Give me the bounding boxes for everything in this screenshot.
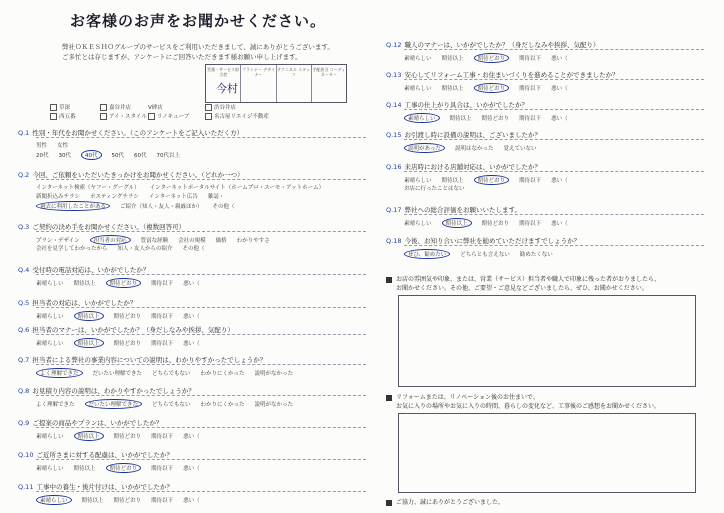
answer-option[interactable]: 期待以上 — [81, 498, 104, 504]
answer-options — [404, 83, 578, 93]
answer-option[interactable]: 20代 — [36, 153, 49, 159]
answer-options — [36, 201, 245, 211]
answer-option[interactable]: ポスティングチラシ — [90, 194, 139, 200]
divider — [36, 427, 366, 428]
question-number: Q.17 — [386, 206, 402, 214]
question-number: Q.16 — [386, 163, 402, 171]
answer-option[interactable]: 新聞折込みチラシ — [36, 194, 81, 200]
answer-option[interactable]: 悪い（ — [183, 466, 200, 472]
answer-option[interactable]: 期待以上 — [74, 431, 104, 441]
answer-option[interactable]: 期待どおり — [113, 498, 142, 504]
answer-option[interactable]: 説明がなかった — [254, 402, 294, 408]
question-number: Q.6 — [18, 326, 30, 334]
answer-options — [36, 431, 210, 441]
stamp-col: プランナー デザイナー — [240, 65, 275, 102]
answer-option[interactable]: インターネットポータルサイト（ホームプロ・スーモ・アットホーム） — [149, 185, 325, 191]
answer-option[interactable]: 雑誌・ — [207, 194, 225, 200]
stamp-col: 営業・サービス担当者 — [207, 67, 240, 77]
store-option[interactable]: 草深 — [50, 103, 70, 111]
question-text — [386, 40, 599, 49]
answer-option[interactable]: 期待どおり — [106, 463, 142, 473]
answer-option[interactable]: 勧めたくない — [519, 252, 553, 258]
answer-option[interactable]: ぜひ、勧めたい — [404, 249, 450, 259]
answer-option[interactable]: 悪い（ — [551, 178, 568, 184]
answer-option[interactable]: 期待以下 — [151, 434, 174, 440]
answer-options — [36, 183, 334, 191]
answer-option[interactable]: どちらとも言えない — [460, 252, 510, 258]
answer-option[interactable]: 素晴らしい — [36, 314, 64, 320]
answer-option[interactable]: 素晴らしい — [404, 113, 440, 123]
answer-option[interactable]: 期待以上 — [442, 218, 472, 228]
store-option[interactable]: アイ・スタイル — [100, 112, 147, 120]
feedback-textbox-2[interactable] — [398, 413, 696, 493]
question-number: Q.8 — [18, 387, 30, 395]
answer-option[interactable]: 悪い（ — [183, 434, 200, 440]
answer-option[interactable]: 期待以下 — [151, 341, 174, 347]
answer-option[interactable]: 知人・友人からの紹介 — [117, 246, 173, 252]
feedback-question-1: お店の雰囲気や印象、または、営業（サービス）担当者や職人で印象に残った者がおりましたら、 お聞かせください。その他、ご要望・ご意見などございましたら、ぜひ、お聞かせください。 — [386, 275, 686, 293]
store-option[interactable]: リノキューブ — [148, 112, 189, 120]
question-number: Q.7 — [18, 356, 30, 364]
question-label: 今後、お知り合いに弊社を勧めていただけますでしょうか？ — [404, 237, 581, 245]
stamp-col: テクニカル スタッフ — [276, 65, 311, 102]
question-label: ご契約の決め手をお聞かせください。（複数回答可） — [32, 223, 186, 231]
answer-option[interactable]: その他（ — [182, 246, 205, 252]
question-label: 職人のマナーは、いかがでしたか？（身だしなみや挨拶、気配り） — [404, 41, 600, 49]
intro-text — [62, 42, 334, 62]
answer-option[interactable]: 期待以下 — [519, 116, 542, 122]
question-text — [18, 450, 173, 459]
answer-option[interactable]: だいたい理解できた — [85, 399, 143, 409]
answer-option[interactable]: 悪い（ — [551, 56, 568, 62]
answer-option[interactable]: 悪い（ — [551, 86, 568, 92]
divider — [404, 139, 704, 140]
question-number: Q.10 — [18, 451, 34, 459]
answer-option[interactable]: 素晴らしい — [404, 178, 432, 184]
store-option[interactable]: 西五番 — [50, 112, 76, 120]
intro-line-2: ご多忙とは存じますが、アンケートにご回答いただきます様お願い申し上げます。 — [62, 53, 302, 61]
question-text — [386, 130, 541, 139]
question-label: お引渡し時に設備の説明は、ございましたか？ — [404, 131, 541, 139]
answer-option[interactable]: 豊富な経験 — [140, 238, 169, 244]
answer-options — [404, 184, 475, 192]
divider — [404, 171, 704, 172]
answer-option[interactable]: 会社を見学してわかったから — [36, 246, 108, 252]
answer-options — [404, 143, 546, 153]
store-option[interactable]: 嘉谷井店 — [100, 103, 131, 111]
question-label: 担当者による弊社の事業内容についての説明は、わかりやすかったでしょうか？ — [32, 356, 267, 364]
question-label: 工事の仕上がり具合は、いかがでしたか？ — [404, 101, 528, 109]
answer-option[interactable]: 期待どおり — [474, 83, 510, 93]
answer-option[interactable]: 担当者の対応 — [90, 235, 131, 245]
answer-option[interactable]: 会社の規模 — [178, 238, 206, 244]
answer-option[interactable]: 60代 — [134, 153, 147, 159]
question-text — [18, 418, 162, 427]
answer-option[interactable]: 期待どおり — [481, 221, 510, 227]
answer-option[interactable]: 期待以上 — [449, 116, 472, 122]
divider — [404, 49, 704, 50]
divider — [404, 79, 704, 80]
divider — [404, 109, 704, 110]
question-number: Q.18 — [386, 237, 402, 245]
checkbox-icon — [148, 113, 155, 120]
question-label: 性別・年代をお聞かせください。（このアンケートをご記入いただく方） — [32, 129, 244, 137]
answer-option[interactable]: 期待どおり — [113, 314, 142, 320]
question-number: Q.11 — [18, 483, 34, 491]
divider — [36, 491, 366, 492]
question-label: ご近所さまに対する配慮は、いかがでしたか？ — [36, 451, 173, 459]
answer-option[interactable]: 期待以上 — [74, 311, 104, 321]
divider — [36, 334, 366, 335]
question-number: Q.9 — [18, 419, 30, 427]
bullet-square-icon — [386, 500, 392, 506]
answer-option[interactable]: 素晴らしい — [36, 434, 64, 440]
question-text — [18, 355, 266, 364]
answer-option[interactable]: お店に行ったことはない — [404, 186, 465, 192]
answer-option[interactable]: よく理解できた — [36, 402, 75, 408]
question-label: 来店時における店舗対応は、いかがでしたか？ — [404, 163, 541, 171]
answer-option[interactable]: 期待どおり — [106, 278, 142, 288]
divider — [36, 231, 366, 232]
question-text — [386, 162, 541, 171]
divider — [36, 137, 366, 138]
answer-option[interactable]: 素晴らしい — [404, 221, 432, 227]
answer-option[interactable]: 30代 — [58, 153, 71, 159]
answer-option[interactable]: 素晴らしい — [36, 341, 64, 347]
checkbox-icon — [205, 104, 212, 111]
answer-options — [36, 192, 234, 200]
thanks-text: ご協力、誠にありがとうございました。 — [386, 497, 504, 506]
divider — [404, 245, 704, 246]
answer-option[interactable]: 説明があった — [404, 143, 445, 153]
checkbox-icon — [100, 113, 107, 120]
answer-option[interactable]: 期待以下 — [519, 221, 542, 227]
answer-options — [36, 244, 215, 252]
answer-option[interactable]: どちらでもない — [152, 402, 191, 408]
divider — [36, 364, 366, 365]
question-text — [18, 265, 149, 274]
question-number: Q.15 — [386, 131, 402, 139]
answer-option[interactable]: 価格 — [215, 238, 227, 244]
answer-options — [404, 53, 578, 63]
question-number: Q.13 — [386, 71, 402, 79]
question-label: 受付時の電話対応は、いかがでしたか？ — [32, 266, 150, 274]
answer-option[interactable]: インターネット広告 — [148, 194, 198, 200]
question-number: Q.14 — [386, 101, 402, 109]
answer-option[interactable]: 期待以上 — [441, 86, 464, 92]
answer-options — [36, 311, 210, 321]
answer-option[interactable]: 女性 — [57, 143, 69, 149]
question-text — [18, 222, 185, 231]
question-number: Q.12 — [386, 41, 402, 49]
question-text — [18, 482, 173, 491]
answer-option[interactable]: インターネット検索（ヤフー・グーグル） — [36, 185, 140, 191]
question-label: お見積り内容の説明は、わかりやすかったでしょうか？ — [32, 387, 195, 395]
answer-option[interactable]: 覚えていない — [503, 146, 537, 152]
answer-option[interactable]: 期待どおり — [113, 341, 142, 347]
answer-option[interactable]: 過去に利用したことがある — [36, 201, 110, 211]
answer-option[interactable]: 素晴らしい — [404, 56, 432, 62]
answer-options — [404, 218, 578, 228]
answer-options — [36, 338, 210, 348]
intro-line-1: 弊社ＯＫＥＳＨＯグループのサービスをご利用いただきまして、誠にありがとうございます。 — [62, 43, 334, 51]
answer-option[interactable]: 期待以下 — [151, 466, 174, 472]
checkbox-icon — [100, 104, 107, 111]
divider — [404, 214, 704, 215]
question-number: Q.2 — [18, 171, 30, 179]
question-text — [386, 100, 528, 109]
answer-option[interactable]: 期待以上 — [441, 178, 464, 184]
answer-option[interactable]: 70代以上 — [156, 153, 180, 159]
question-label: 工事中の養生・後片付けは、いかがでしたか？ — [36, 483, 173, 491]
feedback-textbox-1[interactable] — [398, 295, 696, 387]
question-text — [18, 298, 136, 307]
answer-option[interactable]: その他（ — [212, 204, 235, 210]
question-number: Q.1 — [18, 129, 30, 137]
answer-option[interactable]: 悪い（ — [183, 314, 200, 320]
answer-option[interactable]: 期待以下 — [151, 281, 174, 287]
divider — [36, 395, 366, 396]
answer-option[interactable]: 素晴らしい — [36, 495, 72, 505]
divider — [36, 307, 366, 308]
question-number: Q.5 — [18, 299, 30, 307]
page-title: お客様のお声をお聞かせください。 — [70, 12, 327, 30]
answer-option[interactable]: だいたい理解できた — [92, 371, 143, 377]
question-label: 担当者の対応は、いかがでしたか？ — [32, 299, 137, 307]
question-text — [386, 70, 619, 79]
answer-option[interactable]: 悪い（ — [183, 281, 200, 287]
staff-stamp-box — [205, 64, 347, 103]
answer-option[interactable]: 素晴らしい — [36, 466, 64, 472]
answer-options — [36, 150, 190, 160]
answer-option[interactable]: わかりにくかった — [200, 371, 245, 377]
question-label: 弊社への総合評価をお願いいたします。 — [404, 206, 521, 214]
answer-option[interactable]: 悪い（ — [551, 116, 568, 122]
question-label: 担当者のマナーは、いかがでしたか？（身だしなみや挨拶、気配り） — [32, 326, 234, 334]
answer-option[interactable]: プラン・デザイン — [36, 238, 80, 244]
answer-option[interactable]: 悪い（ — [183, 341, 200, 347]
answer-option[interactable]: 期待どおり — [481, 116, 510, 122]
feedback-question-2: リフォームまたは、リノベーション後のお住まいで、 お気に入りの場所やお気に入りの時間、暮らしの変化など、工事後のご感想をお聞かせください。 — [386, 393, 686, 411]
answer-option[interactable]: 期待以下 — [519, 86, 542, 92]
answer-options — [36, 368, 303, 378]
answer-option[interactable]: よく理解できた — [36, 368, 83, 378]
answer-option[interactable]: 悪い（ — [551, 221, 568, 227]
question-label: 今回、ご依頼をいただいたきっかけをお聞かせください。（どれか一つ） — [32, 171, 244, 179]
question-text — [18, 170, 244, 179]
bullet-square-icon — [386, 395, 392, 401]
answer-option[interactable]: どちらでもない — [152, 371, 191, 377]
answer-option[interactable]: 50代 — [111, 153, 124, 159]
answer-option[interactable]: 期待以上 — [441, 56, 464, 62]
stamp-col: 手配担当 コーディネーター — [311, 65, 346, 102]
answer-option[interactable]: 期待以下 — [519, 56, 542, 62]
checkbox-icon — [50, 104, 57, 111]
answer-option[interactable]: 期待以下 — [519, 178, 542, 184]
answer-option[interactable]: 期待以下 — [151, 498, 174, 504]
store-option[interactable]: V碑店 — [148, 105, 163, 111]
bullet-square-icon — [386, 277, 392, 283]
answer-options — [404, 113, 578, 123]
answer-option[interactable]: 期待以上 — [73, 281, 96, 287]
answer-option[interactable]: わかりやすさ — [236, 238, 270, 244]
divider — [36, 459, 366, 460]
checkbox-icon — [205, 113, 212, 120]
checkbox-icon — [50, 113, 57, 120]
question-text — [386, 205, 521, 214]
divider — [36, 274, 366, 275]
answer-options — [36, 495, 210, 505]
question-text — [386, 236, 580, 245]
answer-option[interactable]: 素晴らしい — [36, 281, 64, 287]
answer-option[interactable]: 期待どおり — [474, 53, 510, 63]
store-option[interactable]: 渋谷井店 — [205, 103, 236, 111]
question-text — [18, 386, 195, 395]
answer-option[interactable]: ご紹介（知人・友人・親戚ほか） — [120, 204, 203, 210]
answer-option[interactable]: 40代 — [81, 150, 102, 160]
answer-options — [404, 249, 563, 259]
question-text — [18, 325, 234, 334]
staff-signature: 今村 — [216, 82, 238, 95]
answer-option[interactable]: 期待どおり — [474, 175, 510, 185]
answer-option[interactable]: 説明がなかった — [254, 371, 294, 377]
answer-option[interactable]: 期待どおり — [113, 434, 142, 440]
answer-option[interactable]: わかりにくかった — [200, 402, 245, 408]
question-label: ご提案の商品やプランは、いかがでしたか？ — [32, 419, 163, 427]
answer-option[interactable]: 男性 — [36, 143, 48, 149]
question-text — [18, 128, 243, 137]
answer-options — [36, 141, 78, 149]
answer-option[interactable]: 素晴らしい — [404, 86, 432, 92]
store-option[interactable]: 名古屋リエイジ不動産 — [205, 112, 269, 120]
answer-option[interactable]: 説明はなかった — [454, 146, 494, 152]
answer-option[interactable]: 期待以下 — [151, 314, 174, 320]
question-number: Q.4 — [18, 266, 30, 274]
answer-options — [36, 399, 303, 409]
answer-options — [36, 278, 210, 288]
answer-option[interactable]: 期待以上 — [73, 466, 96, 472]
question-number: Q.3 — [18, 223, 30, 231]
divider — [36, 179, 366, 180]
question-label: 安心してリフォーム工事・お住まいづくりを進めることができましたか？ — [404, 71, 619, 79]
answer-options — [36, 463, 210, 473]
answer-option[interactable]: 期待以上 — [74, 338, 104, 348]
answer-option[interactable]: 悪い（ — [183, 498, 200, 504]
